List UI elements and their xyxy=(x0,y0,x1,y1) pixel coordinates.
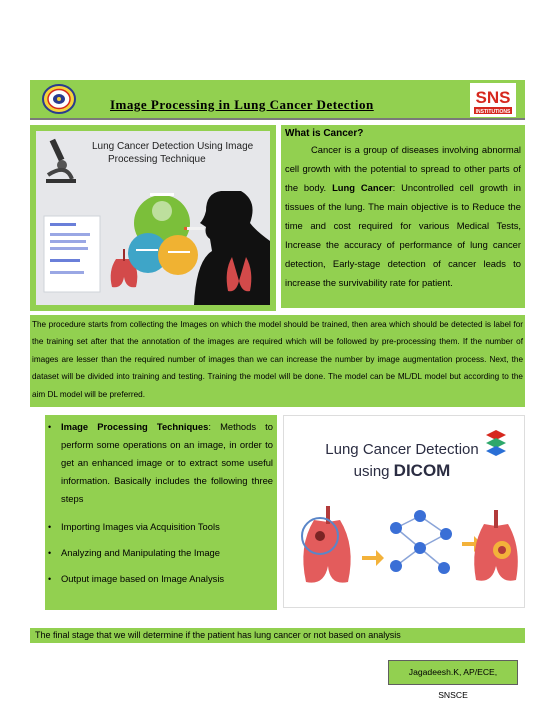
step-text: Importing Images via Acquisition Tools xyxy=(61,521,220,532)
list-item xyxy=(48,520,273,534)
techniques-list xyxy=(48,418,273,586)
layers-icon xyxy=(486,430,506,456)
logo-subtext: INSTITUTIONS xyxy=(475,109,511,115)
cancer-paragraph-part2: : Uncontrolled cell growth in tissues of the lung. The main objective is to Reduce the time and cost required for various Medical Tests, Increase the accuracy of performance of lung cancer detection, Early-stage detection of cancer leads to increase the survivability rate for patient. xyxy=(285,182,521,288)
dicom-illustration xyxy=(283,415,525,608)
step-text: Analyzing and Manipulating the Image xyxy=(61,547,220,558)
college-emblem-icon xyxy=(42,84,76,114)
author-credit: Jagadeesh.K, AP/ECE, SNSCE xyxy=(388,660,518,685)
bullet-icon: • xyxy=(48,522,52,532)
procedure-paragraph: The procedure starts from collecting the Images on which the model should be trained, then area which should be detected is label for the training set after that the annotation of the images are required which will be followed by pre-processing them. If the number of images are lesser than the required number of images than we can increase the number by image augmentation process. Next, the dataset will be divided into training and testing. Training the model will be done. The model can be ML/DL model but according to the aim DL model will be preferred. xyxy=(30,315,525,407)
infographic-title-line1: Lung Cancer Detection Using Image xyxy=(92,141,254,152)
bullet-icon: • xyxy=(48,422,52,432)
techniques-label: Image Processing Techniques xyxy=(61,421,209,432)
list-item xyxy=(48,418,273,508)
cancer-definition-box xyxy=(281,125,525,308)
dicom-title-emphasis: DICOM xyxy=(393,461,451,480)
credits-card xyxy=(44,216,100,292)
step-text: Output image based on Image Analysis xyxy=(61,573,225,584)
page-title: Image Processing in Lung Cancer Detection xyxy=(110,97,374,112)
logo-letters: SNS xyxy=(475,88,511,107)
bullet-icon: • xyxy=(48,574,52,584)
final-stage-banner: The final stage that we will determine if the patient has lung cancer or not based on analysis xyxy=(30,628,525,643)
infographic-title-line2: Processing Technique xyxy=(108,154,206,165)
techniques-description: : Methods to perform some operations on an image, in order to get an enhanced image or to extract some useful information. Basically includes the following three steps xyxy=(61,421,273,504)
dicom-title-line2 xyxy=(354,461,451,480)
lung-cancer-label: Lung Cancer xyxy=(332,182,393,193)
cancer-heading: What is Cancer? xyxy=(285,128,364,139)
sns-institutions-logo xyxy=(470,83,516,117)
dicom-title-prefix: using xyxy=(353,463,394,480)
list-item xyxy=(48,572,273,586)
cancer-paragraph xyxy=(285,140,521,292)
cancer-paragraph-part1: Cancer is a group of diseases involving abnormal cell growth with the potential to spread to other parts of the body. xyxy=(285,144,521,193)
bullet-icon: • xyxy=(48,548,52,558)
dicom-title-line1: Lung Cancer Detection xyxy=(325,441,479,458)
techniques-list-box xyxy=(45,415,277,610)
list-item xyxy=(48,546,273,560)
lung-cancer-infographic xyxy=(30,125,276,311)
header-banner xyxy=(30,80,525,120)
